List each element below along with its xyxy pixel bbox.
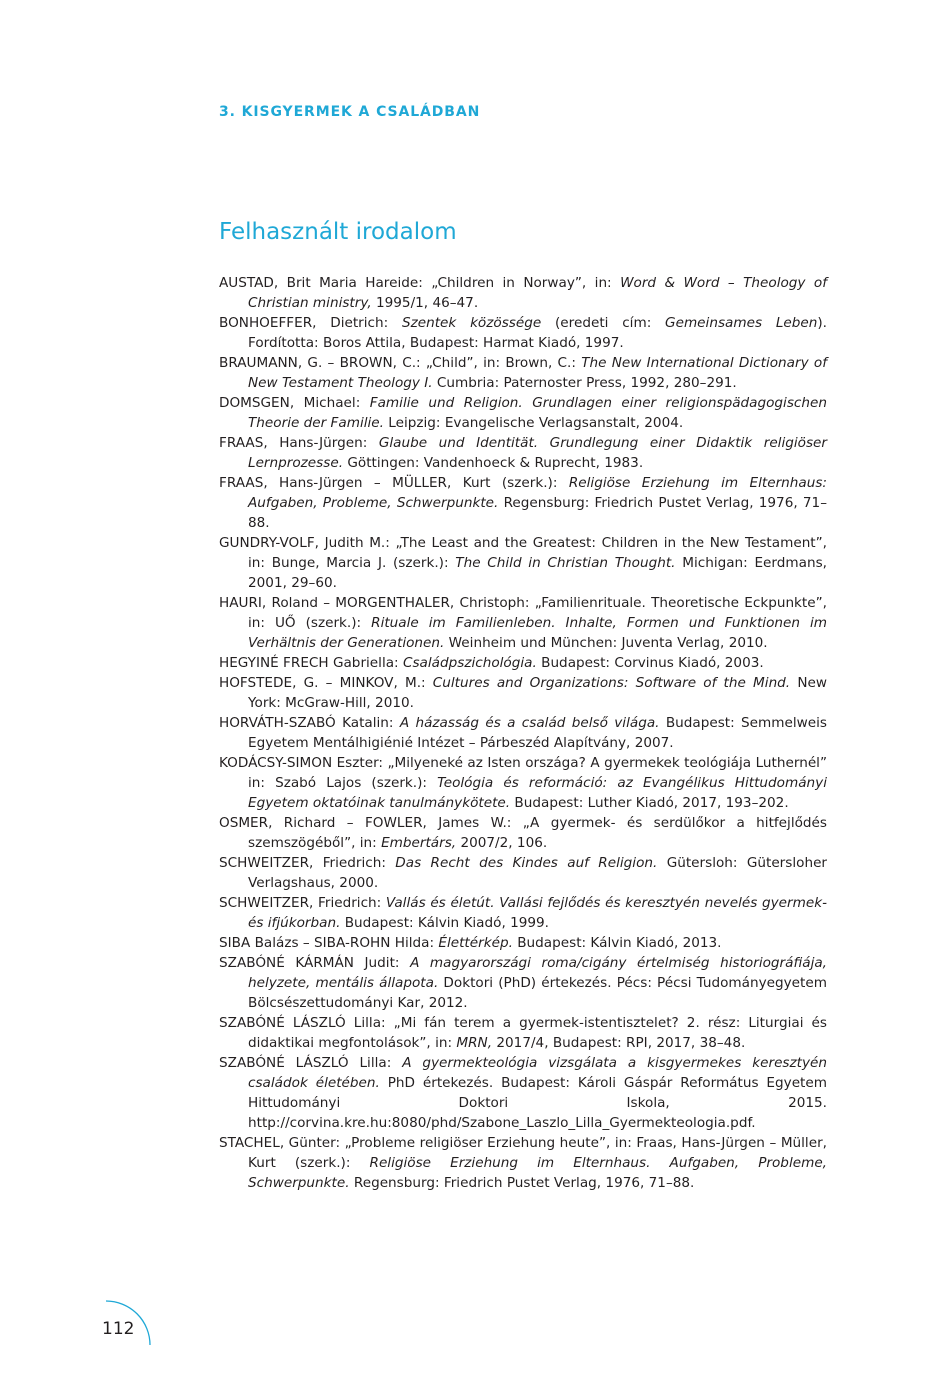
reference-text: HORVÁTH-SZABÓ Katalin: <box>219 715 400 731</box>
reference-text: SZABÓNÉ LÁSZLÓ Lilla: „Mi fán terem a gyermek-istentisztelet? 2. rész: Liturgiai és didaktikai megfontolások”, in: <box>219 1015 827 1051</box>
reference-title: A gyermekteológia vizsgálata a kisgyermekes keresztyén családok életében. <box>248 1055 828 1091</box>
reference-entry <box>219 893 827 933</box>
reference-title: Cultures and Organizations: Software of the Mind. <box>432 675 791 691</box>
reference-text: 2017/4, Budapest: RPI, 2017, 38–48. <box>492 1035 746 1051</box>
reference-title: A magyarországi roma/cigány értelmiség historiográfiája, helyzete, mentális állapota. <box>248 955 827 991</box>
reference-text: Regensburg: Friedrich Pustet Verlag, 1976, 71–88. <box>248 495 827 531</box>
reference-entry <box>219 933 827 953</box>
reference-entry <box>219 313 827 353</box>
reference-text: 1995/1, 46–47. <box>371 295 479 311</box>
reference-text: Budapest: Kálvin Kiadó, 2013. <box>512 935 722 951</box>
reference-entry <box>219 673 827 713</box>
reference-title: The New International Dictionary of New Testament Theology I. <box>248 355 827 391</box>
reference-text: HOFSTEDE, G. – MINKOV, M.: <box>219 675 433 691</box>
reference-text: HAURI, Roland – MORGENTHALER, Christoph: „Familienrituale. Theoretische Eckpunkte”, in: UŐ (szerk.): <box>219 595 827 631</box>
reference-entry <box>219 273 827 313</box>
reference-text: OSMER, Richard – FOWLER, James W.: „A gyermek- és serdülőkor a hitfejlődés szemszögéből”, in: <box>219 815 827 851</box>
reference-text: (eredeti cím: <box>541 315 666 331</box>
reference-entry <box>219 473 827 533</box>
reference-text: KODÁCSY-SIMON Eszter: „Milyeneké az Isten országa? A gyermekek teológiája Luthernél” in: Szabó Lajos (szerk.): <box>219 755 827 791</box>
reference-title: Religiöse Erziehung im Elternhaus. Aufgaben, Probleme, Schwerpunkte. <box>248 1155 828 1191</box>
reference-text: Gütersloh: Gütersloher Verlagshaus, 2000. <box>248 855 828 891</box>
reference-title: Gemeinsames Leben <box>665 315 818 331</box>
reference-text: Cumbria: Paternoster Press, 1992, 280–291. <box>432 375 737 391</box>
reference-list <box>219 273 827 1193</box>
reference-title: Embertárs, <box>381 835 457 851</box>
reference-text: BONHOEFFER, Dietrich: <box>219 315 402 331</box>
reference-text: STACHEL, Günter: „Probleme religiöser Erziehung heute”, in: Fraas, Hans-Jürgen – Müller, Kurt (szerk.): <box>219 1135 827 1171</box>
reference-text: Regensburg: Friedrich Pustet Verlag, 1976, 71–88. <box>349 1175 695 1191</box>
reference-entry <box>219 1013 827 1053</box>
reference-text: DOMSGEN, Michael: <box>219 395 370 411</box>
reference-entry <box>219 353 827 393</box>
reference-text: SZABÓNÉ LÁSZLÓ Lilla: <box>219 1055 403 1071</box>
reference-text: BRAUMANN, G. – BROWN, C.: „Child”, in: Brown, C.: <box>219 355 582 371</box>
reference-text: New York: McGraw-Hill, 2010. <box>248 675 827 711</box>
reference-title: MRN, <box>456 1035 493 1051</box>
reference-title: Teológia és reformáció: az Evangélikus Hittudományi Egyetem oktatóinak tanulmánykötete. <box>248 775 827 811</box>
reference-text: SCHWEITZER, Friedrich: <box>219 855 396 871</box>
reference-entry <box>219 813 827 853</box>
reference-title: Élettérkép. <box>438 935 513 951</box>
reference-text: Budapest: Corvinus Kiadó, 2003. <box>536 655 764 671</box>
reference-text: Doktori (PhD) értekezés. Pécs: Pécsi Tudományegyetem Bölcsészettudományi Kar, 2012. <box>248 975 827 1011</box>
reference-text: ). Fordította: Boros Attila, Budapest: Harmat Kiadó, 1997. <box>248 315 827 351</box>
reference-text: PhD értekezés. Budapest: Károli Gáspár Református Egyetem Hittudományi Doktori Iskola, 2015. http://corvina.kre.hu:8080/phd/Szabone_Laszlo_Lilla_Gyermekteologia.pdf. <box>248 1075 827 1131</box>
reference-entry <box>219 433 827 473</box>
reference-title: Das Recht des Kindes auf Religion. <box>395 855 658 871</box>
reference-entry <box>219 393 827 433</box>
reference-title: Word & Word – Theology of Christian ministry, <box>248 275 827 311</box>
reference-title: Glaube und Identität. Grundlegung einer Didaktik religiöser Lernprozesse. <box>248 435 827 471</box>
reference-entry <box>219 753 827 813</box>
reference-text: SIBA Balázs – SIBA-ROHN Hilda: <box>219 935 439 951</box>
reference-text: FRAAS, Hans-Jürgen: <box>219 435 379 451</box>
reference-entry <box>219 953 827 1013</box>
running-header: 3. KISGYERMEK A CSALÁDBAN <box>219 104 481 120</box>
reference-title: Religiöse Erziehung im Elternhaus: Aufgaben, Probleme, Schwerpunkte. <box>248 475 827 511</box>
reference-entry <box>219 533 827 593</box>
reference-entry <box>219 1053 827 1133</box>
reference-text: FRAAS, Hans-Jürgen – MÜLLER, Kurt (szerk.): <box>219 475 569 491</box>
reference-title: Rituale im Familienleben. Inhalte, Formen und Funktionen im Verhältnis der Generationen. <box>248 615 828 651</box>
reference-text: AUSTAD, Brit Maria Hareide: „Children in Norway”, in: <box>219 275 621 291</box>
reference-text: Weinheim und München: Juventa Verlag, 2010. <box>444 635 768 651</box>
reference-entry <box>219 853 827 893</box>
reference-entry <box>219 653 827 673</box>
reference-entry <box>219 593 827 653</box>
reference-text: HEGYINÉ FRECH Gabriella: <box>219 655 403 671</box>
reference-text: Michigan: Eerdmans, 2001, 29–60. <box>248 555 827 591</box>
reference-text: Göttingen: Vandenhoeck & Ruprecht, 1983. <box>343 455 644 471</box>
reference-title: Vallás és életút. Vallási fejlődés és keresztyén nevelés gyermek- és ifjúkorban. <box>248 895 827 931</box>
reference-text: Budapest: Kálvin Kiadó, 1999. <box>340 915 549 931</box>
reference-text: GUNDRY-VOLF, Judith M.: „The Least and the Greatest: Children in the New Testament”, in: Bunge, Marcia J. (szerk.): <box>219 535 827 571</box>
reference-title: Családpszichológia. <box>402 655 537 671</box>
reference-title: Szentek közössége <box>401 315 542 331</box>
reference-text: Budapest: Luther Kiadó, 2017, 193–202. <box>510 795 789 811</box>
reference-title: The Child in Christian Thought. <box>455 555 676 571</box>
page-number: 112 <box>102 1319 135 1339</box>
reference-text: Budapest: Semmelweis Egyetem Mentálhigiénié Intézet – Párbeszéd Alapítvány, 2007. <box>248 715 827 751</box>
reference-entry <box>219 1133 827 1193</box>
section-title: Felhasznált irodalom <box>219 219 457 245</box>
page-corner-arc <box>0 1290 160 1350</box>
reference-text: SZABÓNÉ KÁRMÁN Judit: <box>219 955 411 971</box>
reference-text: 2007/2, 106. <box>456 835 548 851</box>
reference-entry <box>219 713 827 753</box>
reference-title: A házasság és a család belső világa. <box>399 715 660 731</box>
reference-text: Leipzig: Evangelische Verlagsanstalt, 2004. <box>383 415 684 431</box>
reference-text: SCHWEITZER, Friedrich: <box>219 895 386 911</box>
reference-title: Familie und Religion. Grundlagen einer religionspädagogischen Theorie der Familie. <box>248 395 827 431</box>
